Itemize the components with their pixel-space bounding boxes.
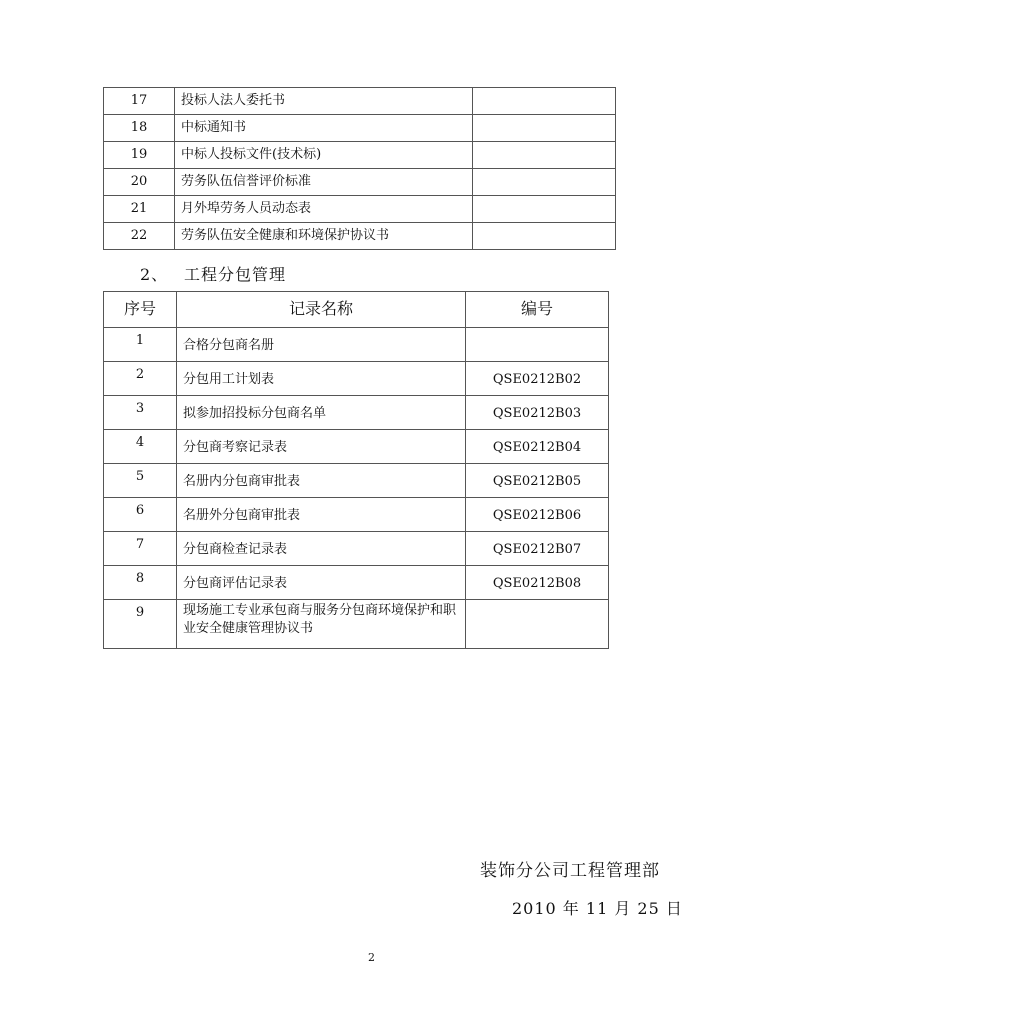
table-row — [104, 169, 616, 196]
record-code — [473, 196, 616, 223]
record-name: 分包商检查记录表 — [177, 532, 466, 566]
header-number: 序号 — [104, 292, 177, 328]
record-name: 劳务队伍信誉评价标准 — [175, 169, 473, 196]
record-name: 分包用工计划表 — [177, 362, 466, 396]
header-name: 记录名称 — [177, 292, 466, 328]
row-number: 22 — [104, 223, 175, 250]
record-code — [473, 142, 616, 169]
record-code — [466, 600, 609, 649]
row-number: 1 — [104, 328, 177, 362]
row-number: 7 — [104, 532, 177, 566]
table-row — [104, 88, 616, 115]
record-name: 月外埠劳务人员动态表 — [175, 196, 473, 223]
table-row — [104, 396, 609, 430]
row-number: 17 — [104, 88, 175, 115]
header-code: 编号 — [466, 292, 609, 328]
table-row — [104, 566, 609, 600]
issue-date: 2010 年 11 月 25 日 — [512, 899, 683, 918]
row-number: 6 — [104, 498, 177, 532]
row-number: 2 — [104, 362, 177, 396]
row-number: 18 — [104, 115, 175, 142]
record-name: 现场施工专业承包商与服务分包商环境保护和职业安全健康管理协议书 — [177, 600, 466, 649]
record-code — [473, 169, 616, 196]
record-name: 劳务队伍安全健康和环境保护协议书 — [175, 223, 473, 250]
row-number: 4 — [104, 430, 177, 464]
record-name: 中标通知书 — [175, 115, 473, 142]
page-number: 2 — [368, 951, 375, 964]
record-name: 合格分包商名册 — [177, 328, 466, 362]
table-row — [104, 532, 609, 566]
record-code: QSE0212B02 — [466, 362, 609, 396]
table-row — [104, 464, 609, 498]
table-row — [104, 328, 609, 362]
table-header-row — [104, 292, 609, 328]
row-number: 21 — [104, 196, 175, 223]
table-row — [104, 142, 616, 169]
record-code — [466, 328, 609, 362]
row-number: 20 — [104, 169, 175, 196]
table-row — [104, 196, 616, 223]
table-row — [104, 600, 609, 649]
record-code: QSE0212B06 — [466, 498, 609, 532]
record-name: 拟参加招投标分包商名单 — [177, 396, 466, 430]
row-number: 3 — [104, 396, 177, 430]
record-name: 名册外分包商审批表 — [177, 498, 466, 532]
row-number: 9 — [104, 600, 177, 649]
table-row — [104, 223, 616, 250]
record-name: 分包商考察记录表 — [177, 430, 466, 464]
table-row — [104, 362, 609, 396]
table-row — [104, 430, 609, 464]
record-code — [473, 223, 616, 250]
table-row — [104, 498, 609, 532]
row-number: 8 — [104, 566, 177, 600]
issuing-department: 装饰分公司工程管理部 — [480, 861, 660, 881]
record-code: QSE0212B05 — [466, 464, 609, 498]
document-list-table-continued — [103, 87, 616, 250]
record-code — [473, 115, 616, 142]
record-code: QSE0212B08 — [466, 566, 609, 600]
record-name: 中标人投标文件(技术标) — [175, 142, 473, 169]
section-title: 工程分包管理 — [184, 265, 287, 284]
record-code: QSE0212B03 — [466, 396, 609, 430]
table-row — [104, 115, 616, 142]
row-number: 19 — [104, 142, 175, 169]
section-number: 2、 — [140, 265, 169, 284]
record-name: 分包商评估记录表 — [177, 566, 466, 600]
row-number: 5 — [104, 464, 177, 498]
record-name: 名册内分包商审批表 — [177, 464, 466, 498]
section-heading — [140, 262, 286, 285]
record-code — [473, 88, 616, 115]
record-code: QSE0212B07 — [466, 532, 609, 566]
subcontract-records-table — [103, 291, 609, 649]
record-code: QSE0212B04 — [466, 430, 609, 464]
record-name: 投标人法人委托书 — [175, 88, 473, 115]
